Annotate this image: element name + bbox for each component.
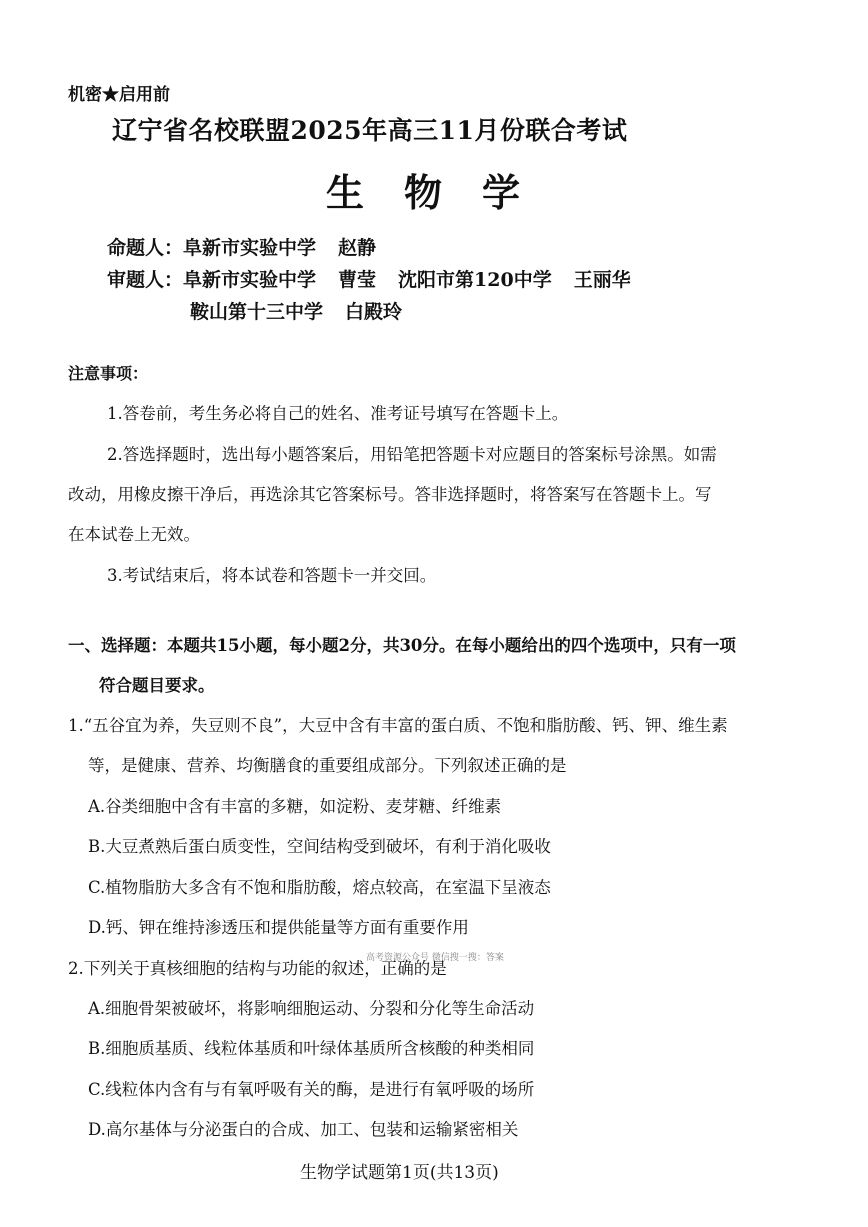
notice-item-2-line-1: 2.答选择题时，选出每小题答案后，用铅笔把答题卡对应题目的答案标号涂黑。如需 bbox=[107, 445, 717, 464]
notice-item-1: 1.答卷前，考生务必将自己的姓名、准考证号填写在答题卡上。 bbox=[107, 404, 569, 423]
notice-item-3: 3.考试结束后，将本试卷和答题卡一并交回。 bbox=[107, 566, 437, 585]
proposer-school: 阜新市实验中学 bbox=[183, 237, 317, 259]
watermark: 高考资源公众号 微信搜一搜：答案 bbox=[366, 953, 504, 963]
question-1-stem-line-1: 1.“五谷宜为养，失豆则不良”，大豆中含有丰富的蛋白质、不饱和脂肪酸、钙、钾、维生素 bbox=[68, 716, 728, 735]
secret-mark: 机密★启用前 bbox=[68, 85, 170, 105]
reviewer2-name: 王丽华 bbox=[573, 269, 631, 291]
reviewer-line-2 bbox=[190, 297, 402, 324]
notice-item-2-line-3: 在本试卷上无效。 bbox=[68, 525, 200, 544]
question-2-option-b: B.细胞质基质、线粒体基质和叶绿体基质所含核酸的种类相同 bbox=[88, 1039, 535, 1058]
question-2-option-d: D.高尔基体与分泌蛋白的合成、加工、包装和运输紧密相关 bbox=[88, 1120, 519, 1139]
reviewer1-school: 阜新市实验中学 bbox=[183, 269, 317, 291]
question-1-option-c: C.植物脂肪大多含有不饱和脂肪酸，熔点较高，在室温下呈液态 bbox=[88, 878, 551, 897]
proposer-label: 命题人： bbox=[107, 237, 184, 259]
question-1-stem-line-2: 等，是健康、营养、均衡膳食的重要组成部分。下列叙述正确的是 bbox=[88, 756, 567, 775]
reviewer3-school: 鞍山第十三中学 bbox=[190, 301, 324, 323]
reviewer-label: 审题人： bbox=[107, 269, 184, 291]
notice-title: 注意事项： bbox=[68, 364, 149, 383]
question-1-option-a: A.谷类细胞中含有丰富的多糖，如淀粉、麦芽糖、纤维素 bbox=[88, 797, 502, 816]
question-1-option-b: B.大豆煮熟后蛋白质变性，空间结构受到破坏，有利于消化吸收 bbox=[88, 837, 551, 856]
question-2-option-c: C.线粒体内含有与有氧呼吸有关的酶，是进行有氧呼吸的场所 bbox=[88, 1080, 535, 1099]
reviewer1-name: 曹莹 bbox=[338, 269, 377, 291]
proposer-line bbox=[107, 233, 376, 260]
question-2-stem: 2.下列关于真核细胞的结构与功能的叙述，正确的是 bbox=[68, 959, 447, 978]
section-heading-line-1: 一、选择题：本题共15小题，每小题2分，共30分。在每小题给出的四个选项中，只有一项 bbox=[68, 636, 736, 655]
proposer-name: 赵静 bbox=[338, 237, 377, 259]
page-footer: 生物学试题第1页(共13页) bbox=[300, 1163, 499, 1183]
question-1-option-d: D.钙、钾在维持渗透压和提供能量等方面有重要作用 bbox=[88, 918, 469, 937]
reviewer2-school: 沈阳市第120中学 bbox=[398, 269, 552, 291]
section-heading-line-2: 符合题目要求。 bbox=[99, 676, 215, 695]
question-2-option-a: A.细胞骨架被破坏，将影响细胞运动、分裂和分化等生命活动 bbox=[88, 999, 535, 1018]
reviewer3-name: 白殿玲 bbox=[345, 301, 403, 323]
reviewer-line bbox=[107, 265, 631, 292]
notice-item-2-line-2: 改动，用橡皮擦干净后，再选涂其它答案标号。答非选择题时，将答案写在答题卡上。写 bbox=[68, 485, 712, 504]
exam-title: 辽宁省名校联盟2025年高三11月份联合考试 bbox=[112, 116, 628, 145]
subject-title: 生物学 bbox=[326, 170, 561, 215]
